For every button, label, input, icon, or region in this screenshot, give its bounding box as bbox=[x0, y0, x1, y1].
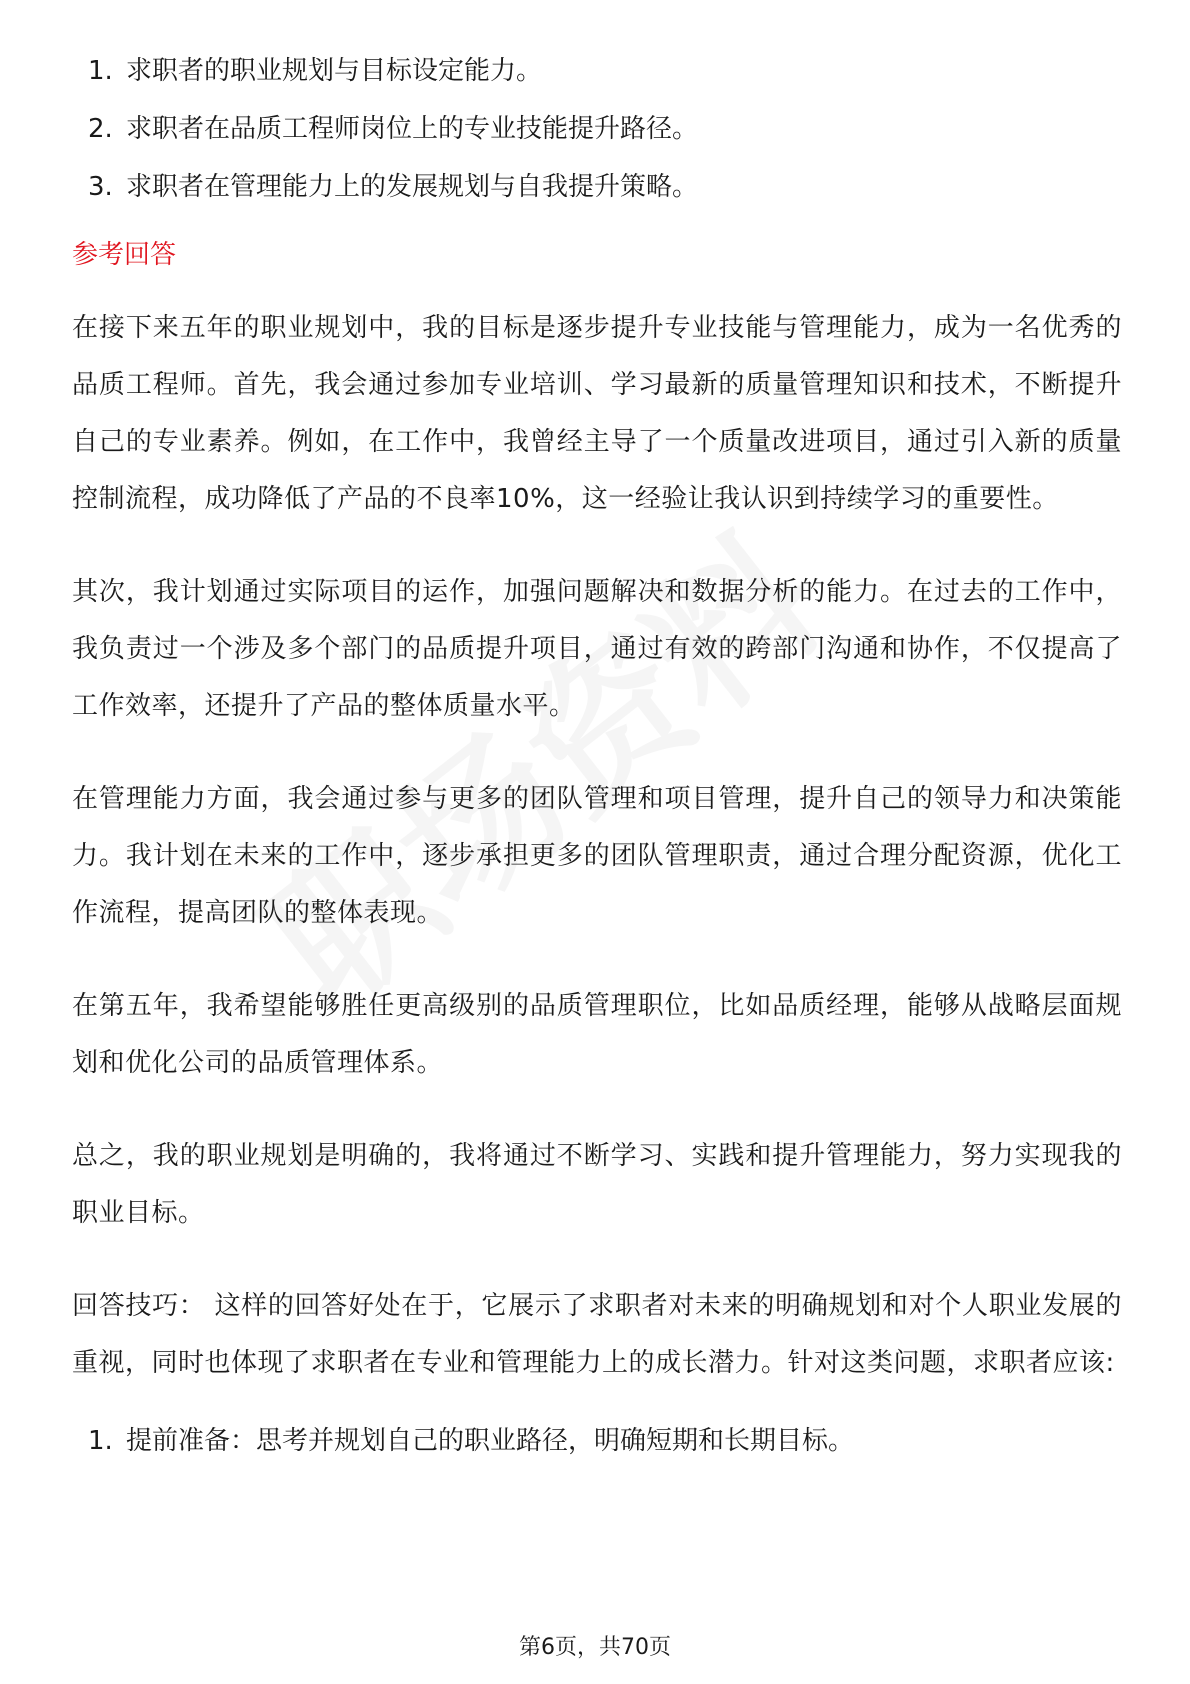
answer-paragraph: 在管理能力方面，我会通过参与更多的团队管理和项目管理，提升自己的领导力和决策能力。我计划在未来的工作中，逐步承担更多的团队管理职责，通过合理分配资源，优化工作流程，提高团队的整体表现。 bbox=[72, 784, 1122, 928]
list-item-number: 2. bbox=[88, 114, 113, 144]
list-item-number: 1. bbox=[88, 56, 113, 86]
answer-paragraph: 其次，我计划通过实际项目的运作，加强问题解决和数据分析的能力。在过去的工作中，我负责过一个涉及多个部门的品质提升项目，通过有效的跨部门沟通和协作，不仅提高了工作效率，还提升了产品的整体质量水平。 bbox=[72, 577, 1122, 721]
list-item-text: 求职者在管理能力上的发展规划与自我提升策略。 bbox=[126, 172, 699, 202]
list-item-text: 提前准备：思考并规划自己的职业路径，明确短期和长期目标。 bbox=[126, 1426, 855, 1456]
list-item bbox=[72, 1422, 1122, 1460]
tip-paragraph: 回答技巧： 这样的回答好处在于，它展示了求职者对未来的明确规划和对个人职业发展的重视，同时也体现了求职者在专业和管理能力上的成长潜力。针对这类问题，求职者应该: bbox=[72, 1291, 1122, 1378]
list-item-text: 求职者在品质工程师岗位上的专业技能提升路径。 bbox=[126, 114, 699, 144]
answer-paragraph: 在第五年，我希望能够胜任更高级别的品质管理职位，比如品质经理，能够从战略层面规划和优化公司的品质管理体系。 bbox=[72, 991, 1122, 1078]
tips-list bbox=[72, 1422, 1122, 1460]
list-item bbox=[72, 52, 1122, 90]
list-item bbox=[72, 110, 1122, 148]
page-footer: 第6页，共70页 bbox=[519, 1635, 671, 1660]
answer-paragraph: 在接下来五年的职业规划中，我的目标是逐步提升专业技能与管理能力，成为一名优秀的品质工程师。首先，我会通过参加专业培训、学习最新的质量管理知识和技术，不断提升自己的专业素养。例如，在工作中，我曾经主导了一个质量改进项目，通过引入新的质量控制流程，成功降低了产品的不良率10%，这一经验让我认识到持续学习的重要性。 bbox=[72, 313, 1122, 514]
list-item bbox=[72, 168, 1122, 206]
list-item-text: 求职者的职业规划与目标设定能力。 bbox=[126, 56, 543, 86]
page-content bbox=[72, 52, 1122, 1480]
list-item-number: 1. bbox=[88, 1426, 113, 1456]
section-heading: 参考回答 bbox=[72, 240, 177, 270]
list-item-number: 3. bbox=[88, 172, 113, 202]
criteria-list bbox=[72, 52, 1122, 206]
answer-paragraph: 总之，我的职业规划是明确的，我将通过不断学习、实践和提升管理能力，努力实现我的职业目标。 bbox=[72, 1141, 1122, 1228]
